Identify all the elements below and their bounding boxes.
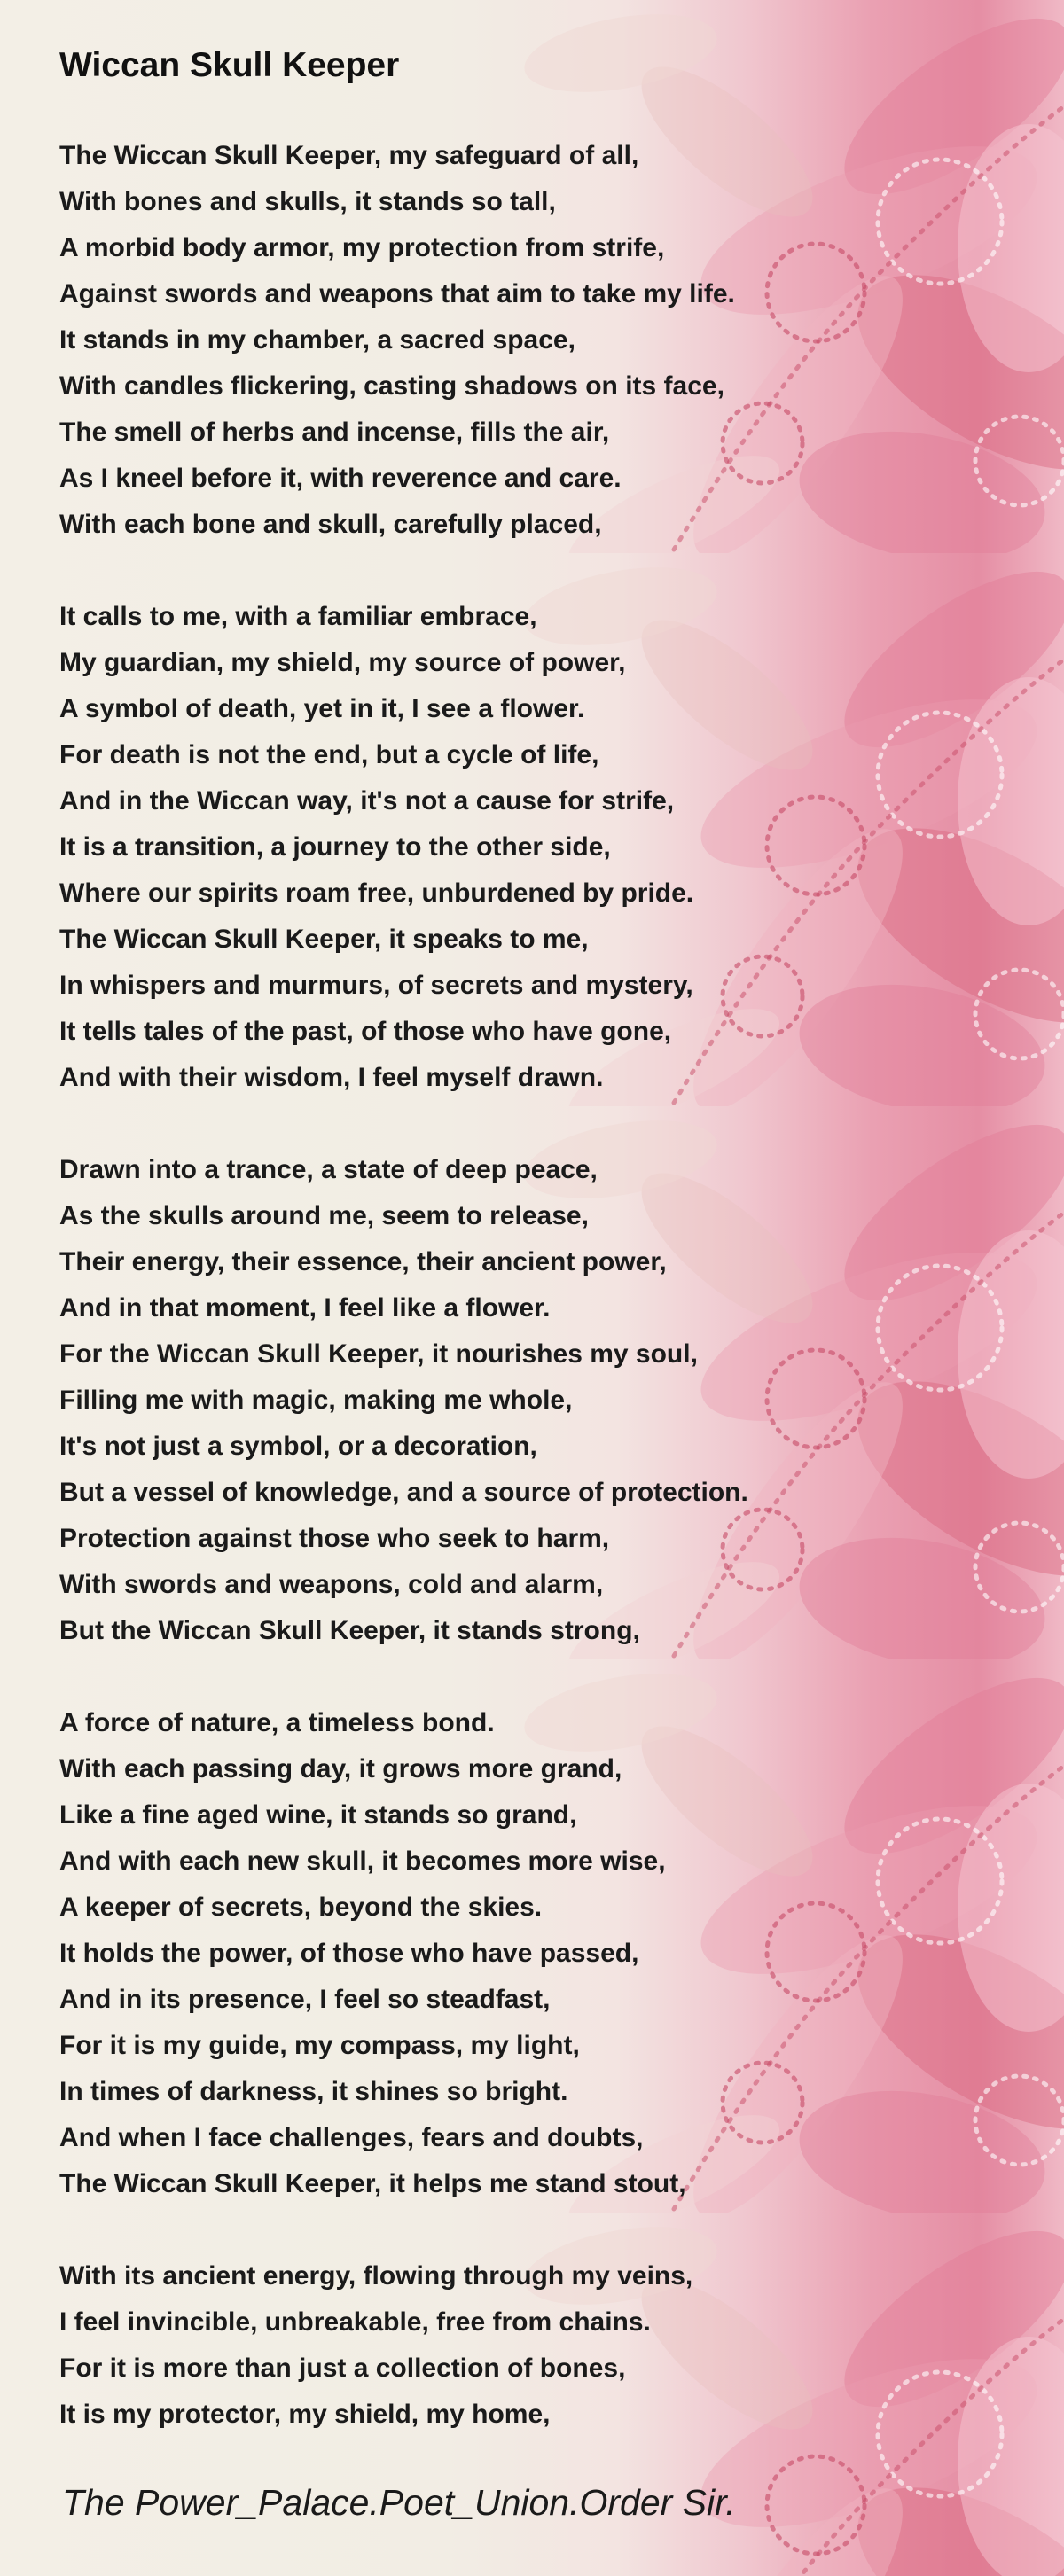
poem-line: The Wiccan Skull Keeper, it helps me stand stout,: [59, 2169, 686, 2198]
poem-line: And in its presence, I feel so steadfast,: [59, 1985, 551, 2014]
poem-line: A force of nature, a timeless bond.: [59, 1708, 495, 1737]
poem-stanza: [59, 133, 999, 548]
poem-line: Protection against those who seek to harm,: [59, 1524, 610, 1553]
poem-line: The Wiccan Skull Keeper, my safeguard of all,: [59, 141, 639, 170]
poem-stanza: [59, 2253, 999, 2438]
poem-line: My guardian, my shield, my source of power,: [59, 648, 626, 677]
poem-line: With candles flickering, casting shadows on its face,: [59, 371, 724, 401]
poem-author: The Power_Palace.Poet_Union.Order Sir.: [62, 2482, 736, 2523]
poem-line: The smell of herbs and incense, fills the air,: [59, 418, 610, 447]
poem-title: Wiccan Skull Keeper: [59, 46, 400, 84]
poem-line: But a vessel of knowledge, and a source of protection.: [59, 1478, 748, 1507]
poem-line: It calls to me, with a familiar embrace,: [59, 602, 537, 631]
poem-line: For the Wiccan Skull Keeper, it nourishes my soul,: [59, 1339, 698, 1369]
poem-line: With each passing day, it grows more grand,: [59, 1754, 622, 1784]
poem-line: For death is not the end, but a cycle of life,: [59, 740, 599, 769]
poem-line: Filling me with magic, making me whole,: [59, 1386, 573, 1415]
poem-line: Where our spirits roam free, unburdened by pride.: [59, 878, 694, 908]
poem-line: It holds the power, of those who have passed,: [59, 1939, 639, 1968]
poem-line: Their energy, their essence, their ancient power,: [59, 1247, 667, 1276]
poem-line: And with their wisdom, I feel myself drawn.: [59, 1063, 604, 1092]
poem-line: The Wiccan Skull Keeper, it speaks to me,: [59, 925, 589, 954]
poem-line: And in the Wiccan way, it's not a cause for strife,: [59, 786, 675, 816]
poem-line: It's not just a symbol, or a decoration,: [59, 1432, 537, 1461]
poem-line: For it is my guide, my compass, my light,: [59, 2031, 580, 2060]
poem-body: [59, 133, 999, 2484]
poem-line: It tells tales of the past, of those who have gone,: [59, 1017, 672, 1046]
poem-line: As I kneel before it, with reverence and care.: [59, 464, 622, 493]
poem-line: It is a transition, a journey to the other side,: [59, 832, 611, 862]
poem-stanza: [59, 1700, 999, 2207]
poem-line: Against swords and weapons that aim to take my life.: [59, 279, 735, 308]
poem-stanza: [59, 594, 999, 1101]
poem-line: It is my protector, my shield, my home,: [59, 2400, 551, 2429]
poem-line: For it is more than just a collection of bones,: [59, 2354, 626, 2383]
poem-line: And in that moment, I feel like a flower.: [59, 1293, 551, 1323]
poem-line: With bones and skulls, it stands so tall,: [59, 187, 556, 216]
poem-line: It stands in my chamber, a sacred space,: [59, 325, 575, 355]
poem-line: I feel invincible, unbreakable, free from chains.: [59, 2307, 651, 2337]
poem-line: As the skulls around me, seem to release,: [59, 1201, 589, 1230]
poem-line: With its ancient energy, flowing through my veins,: [59, 2261, 693, 2291]
poem-line: With swords and weapons, cold and alarm,: [59, 1570, 604, 1599]
poem-line: And with each new skull, it becomes more wise,: [59, 1846, 666, 1876]
poem-line: Like a fine aged wine, it stands so grand,: [59, 1800, 577, 1830]
poem-line: But the Wiccan Skull Keeper, it stands strong,: [59, 1616, 640, 1645]
poem-line: In times of darkness, it shines so bright.: [59, 2077, 568, 2106]
poem-line: A symbol of death, yet in it, I see a flower.: [59, 694, 585, 723]
poem-line: A keeper of secrets, beyond the skies.: [59, 1893, 543, 1922]
poem-line: And when I face challenges, fears and doubts,: [59, 2123, 644, 2152]
poem-line: Drawn into a trance, a state of deep peace,: [59, 1155, 598, 1184]
poem-stanza: [59, 1147, 999, 1654]
poem-line: A morbid body armor, my protection from strife,: [59, 233, 665, 262]
poem-line: In whispers and murmurs, of secrets and mystery,: [59, 971, 693, 1000]
poem-line: With each bone and skull, carefully placed,: [59, 510, 602, 539]
